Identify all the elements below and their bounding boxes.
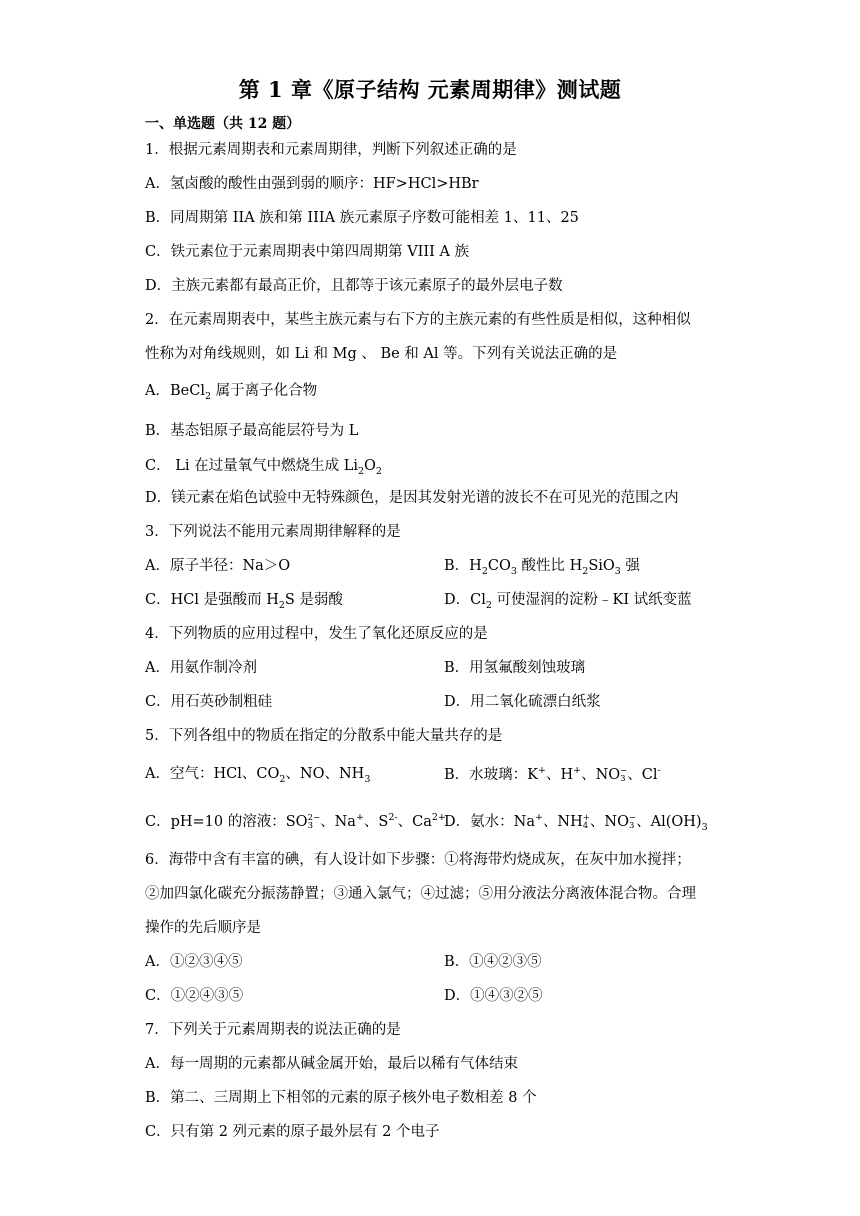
question-6-stem-line-2: ②加四氯化碳充分振荡静置；③通入氯气；④过滤；⑤用分液法分离液体混合物。合理 [145,886,696,902]
question-1-option-c: C．铁元素位于元素周期表中第四周期第 VIII A 族 [145,244,470,260]
question-3-option-d: D．$Cl_2$ 可使湿润的淀粉﹣KI 试纸变蓝 [444,592,692,611]
question-2-option-d: D．镁元素在焰色试验中无特殊颜色，是因其发射光谱的波长不在可见光的范围之内 [145,490,679,506]
question-1-option-a: A．氢卤酸的酸性由强到弱的顺序：HF>HCl>HBr [145,176,479,192]
question-6-option-c: C．①②④③⑤ [145,988,244,1004]
question-6-stem-line-3: 操作的先后顺序是 [145,920,261,936]
question-3-stem: 3．下列说法不能用元素周期律解释的是 [145,524,401,540]
question-7-option-b: B．第二、三周期上下相邻的元素的原子核外电子数相差 8 个 [145,1090,537,1106]
question-3-option-a: A．原子半径：Na＞O [145,558,291,574]
question-5-option-d: D．氨水：Na+、NH + 4 、NO − 3 、$Al(OH)_3$ [444,812,708,833]
question-4-option-b: B．用氢氟酸刻蚀玻璃 [444,660,586,676]
question-2-option-b: B．基态铝原子最高能层符号为 L [145,423,359,439]
question-4-option-d: D．用二氧化硫漂白纸浆 [444,694,601,710]
question-6-option-d: D．①④③②⑤ [444,988,543,1004]
question-6-stem-line-1: 6．海带中含有丰富的碘，有人设计如下步骤：①将海带灼烧成灰，在灰中加水搅拌； [145,852,691,868]
question-2-stem-line-2: 性称为对角线规则，如 Li 和 Mg 、 Be 和 Al 等。下列有关说法正确的是 [145,346,618,362]
question-7-option-a: A．每一周期的元素都从碱金属开始，最后以稀有气体结束 [145,1056,518,1072]
question-3-option-b: B．$H_2CO_3$ 酸性比 $H_2SiO_3$ 强 [444,558,640,577]
question-1-stem: 1．根据元素周期表和元素周期律，判断下列叙述正确的是 [145,142,517,158]
question-4-option-c: C．用石英砂制粗硅 [145,694,273,710]
question-5-option-c: C．pH=10 的溶液：SO 2− 3 、Na+、$S^{2-}$、$Ca^{2+}$ [145,812,446,831]
question-7-option-c: C．只有第 2 列元素的原子最外层有 2 个电子 [145,1124,440,1140]
question-1-option-b: B．同周期第 IIA 族和第 IIIA 族元素原子序数可能相差 1、11、25 [145,210,579,226]
question-4-option-a: A．用氨作制冷剂 [145,660,257,676]
section-heading: 一、单选题（共 12 题） [145,116,301,132]
question-2-option-c: C． Li 在过量氧气中燃烧生成 $Li_2O_2$ [145,458,382,477]
question-1-option-d: D．主族元素都有最高正价，且都等于该元素原子的最外层电子数 [145,278,563,294]
question-4-stem: 4．下列物质的应用过程中，发生了氧化还原反应的是 [145,626,488,642]
question-2-stem-line-1: 2．在元素周期表中，某些主族元素与右下方的主族元素的有些性质是相似，这种相似 [145,312,691,328]
question-3-option-c: C．HCl 是强酸而 $H_2S$ 是弱酸 [145,592,343,611]
question-5-stem: 5．下列各组中的物质在指定的分散系中能大量共存的是 [145,728,503,744]
question-6-option-a: A．①②③④⑤ [145,954,243,970]
page-title: 第 1 章《原子结构 元素周期律》测试题 [238,77,622,102]
question-5-option-a: A．空气：HCl、$CO_2$、NO、$NH_3$ [145,766,371,785]
question-2-option-a: A．BeCl$_2$ 属于离子化合物 [145,383,318,402]
question-5-option-b: B．水玻璃：K+、H+、NO − 3 、Cl- [444,765,661,784]
question-6-option-b: B．①④②③⑤ [444,954,542,970]
question-7-stem: 7．下列关于元素周期表的说法正确的是 [145,1022,401,1038]
